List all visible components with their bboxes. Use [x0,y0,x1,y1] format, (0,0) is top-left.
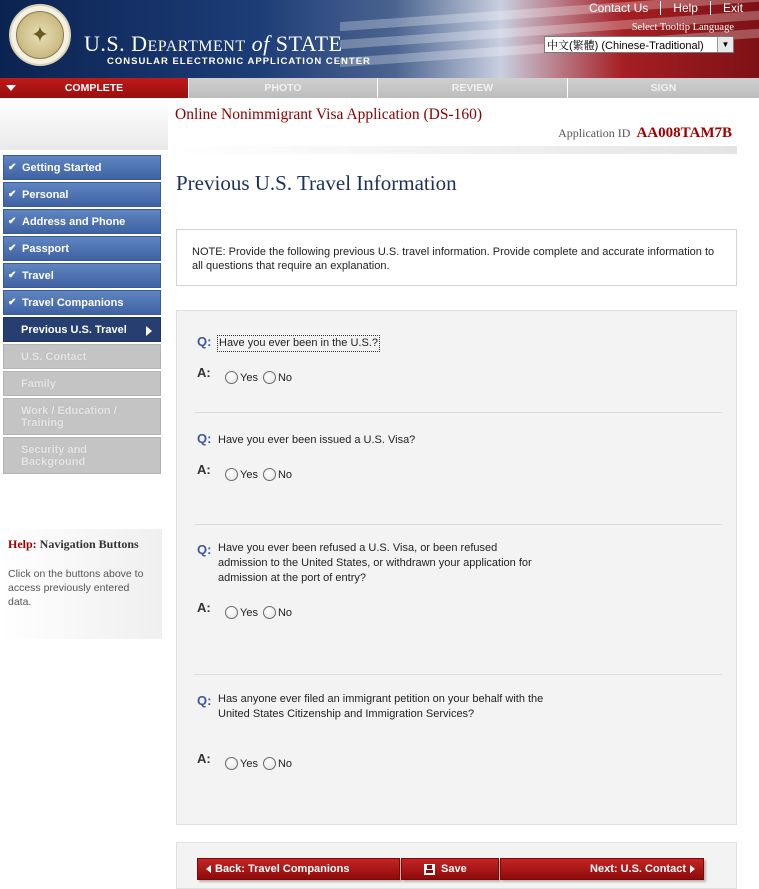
radio-label: Yes [240,606,258,619]
contact-us-link[interactable]: Contact Us [588,1,649,15]
sidebar-item-getting-started[interactable] [3,155,161,180]
tooltip-language-value: 中文(繁體) (Chinese-Traditional) [547,39,704,52]
help-link[interactable]: Help [660,1,710,15]
check-icon: ✔ [8,162,17,173]
sidebar-item-personal[interactable] [3,182,161,207]
help-title-prefix: Help: [8,537,37,551]
note-text: NOTE: Provide the following previous U.S. travel information. Provide complete and accurate information to all questions that require an explanation. [192,246,715,272]
arrow-right-icon [690,865,695,873]
arrow-left-icon [206,865,211,873]
question-text: Have you ever been in the U.S.? [219,337,378,349]
sidebar-item-label: Previous U.S. Travel [21,323,127,336]
question-text: Have you ever been refused a U.S. Visa, or been refused admission to the United States, or withdrawn your application for admission at the port of entry? [218,542,532,584]
answer-options [225,757,297,770]
question-text: Have you ever been issued a U.S. Visa? [218,434,416,446]
sidebar-item-label: Passport [22,242,70,255]
form-buttons-bar [176,842,737,889]
sidebar-item-label: Travel Companions [22,296,124,309]
divider [194,524,722,525]
tab-label: PHOTO [264,82,302,94]
tab-label: COMPLETE [64,82,124,94]
help-title [8,537,139,552]
tooltip-language-label: Select Tooltip Language [631,22,734,33]
answer-options [225,606,297,619]
radio-no[interactable] [263,757,292,770]
sidebar-item-work-education-training [3,398,161,435]
questions-panel [176,310,737,825]
help-text: Click on the buttons above to access previously entered data. [8,568,144,608]
save-button[interactable] [401,858,499,880]
tab-sign [568,78,759,98]
department-seal-icon: ✦ [9,4,71,66]
radio-label: No [277,468,293,481]
arrow-right-icon [146,326,152,336]
caret-down-icon [6,85,16,91]
check-icon: ✔ [8,270,17,281]
radio-label: No [277,606,293,619]
check-icon: ✔ [8,216,17,227]
answer-label: A: [197,600,211,615]
radio-button[interactable] [263,606,276,619]
application-id-value: AA008TAM7B [636,125,732,141]
title-rule [175,146,737,154]
answer-label: A: [197,751,211,766]
top-links [577,1,747,15]
help-panel [0,529,162,639]
radio-button[interactable] [225,606,238,619]
radio-yes[interactable] [225,371,258,384]
sidebar-item-label: Personal [22,188,69,201]
radio-label: No [277,371,293,384]
sidebar-nav [3,155,161,476]
tab-complete[interactable] [0,78,189,98]
question-label: Q: [197,334,212,349]
form-title: Online Nonimmigrant Visa Application (DS-160) [175,106,483,123]
radio-no[interactable] [263,371,292,384]
radio-yes[interactable] [225,757,258,770]
tab-review [378,78,568,98]
answer-label: A: [197,365,211,380]
sidebar-item-security-and-background [3,437,161,474]
sidebar-item-label: Address and Phone [22,215,126,228]
radio-button[interactable] [225,371,238,384]
sidebar-item-us-contact [3,344,161,369]
sidebar-item-label: Getting Started [22,161,102,174]
radio-button[interactable] [263,468,276,481]
radio-label: No [277,757,293,770]
radio-button[interactable] [263,757,276,770]
sidebar-item-label: Travel [22,269,54,282]
sidebar-item-travel[interactable] [3,263,161,288]
sidebar-item-address-and-phone[interactable] [3,209,161,234]
page-title: Previous U.S. Travel Information [176,171,457,195]
site-header [0,0,759,78]
chevron-down-icon[interactable]: ▼ [717,37,733,52]
sidebar-item-label: Work / Education / Training [21,404,117,429]
radio-label: Yes [240,371,258,384]
radio-no[interactable] [263,606,292,619]
tab-label: REVIEW [451,82,494,94]
sidebar-item-label: Security and Background [21,443,88,468]
answer-options [225,468,297,481]
answer-label: A: [197,462,211,477]
help-title-text: Navigation Buttons [39,537,139,551]
answer-options [225,371,297,384]
radio-button[interactable] [263,371,276,384]
question-label: Q: [197,431,212,446]
radio-label: Yes [240,468,258,481]
sidebar-item-label: Family [21,377,56,390]
sidebar-item-previous-us-travel[interactable] [3,317,161,342]
progress-tabs [0,78,759,98]
check-icon: ✔ [8,189,17,200]
radio-yes[interactable] [225,606,258,619]
radio-button[interactable] [225,468,238,481]
department-subtitle: CONSULAR ELECTRONIC APPLICATION CENTER [107,56,371,67]
next-button[interactable] [500,858,704,880]
sidebar-item-label: U.S. Contact [21,350,87,363]
divider [194,412,722,413]
radio-no[interactable] [263,468,292,481]
tab-photo [189,78,378,98]
next-button-label: Next: U.S. Contact [590,863,686,875]
radio-label: Yes [240,757,258,770]
exit-link[interactable]: Exit [710,1,747,15]
check-icon: ✔ [8,243,17,254]
tooltip-language-select[interactable] [544,36,734,53]
check-icon: ✔ [8,297,17,308]
sidebar-item-travel-companions[interactable] [3,290,161,315]
note-box [176,229,737,286]
sidebar-item-family [3,371,161,396]
back-button[interactable] [197,858,400,880]
back-button-label: Back: Travel Companions [215,863,350,875]
application-id [558,125,732,142]
application-id-label: Application ID [558,126,631,140]
tab-label: SIGN [650,82,677,94]
question-label: Q: [197,693,212,708]
divider [194,674,722,675]
question-label: Q: [197,542,212,557]
save-disk-icon [424,864,435,875]
question-text: Has anyone ever filed an immigrant petition on your behalf with the United States Citizenship and Immigration Services? [218,693,544,720]
department-title: U.S. DEPARTMENT of STATE [84,31,343,56]
radio-button[interactable] [225,757,238,770]
sidebar-item-passport[interactable] [3,236,161,261]
save-button-label: Save [441,863,467,875]
radio-yes[interactable] [225,468,258,481]
sidebar-top-shade [0,98,168,150]
